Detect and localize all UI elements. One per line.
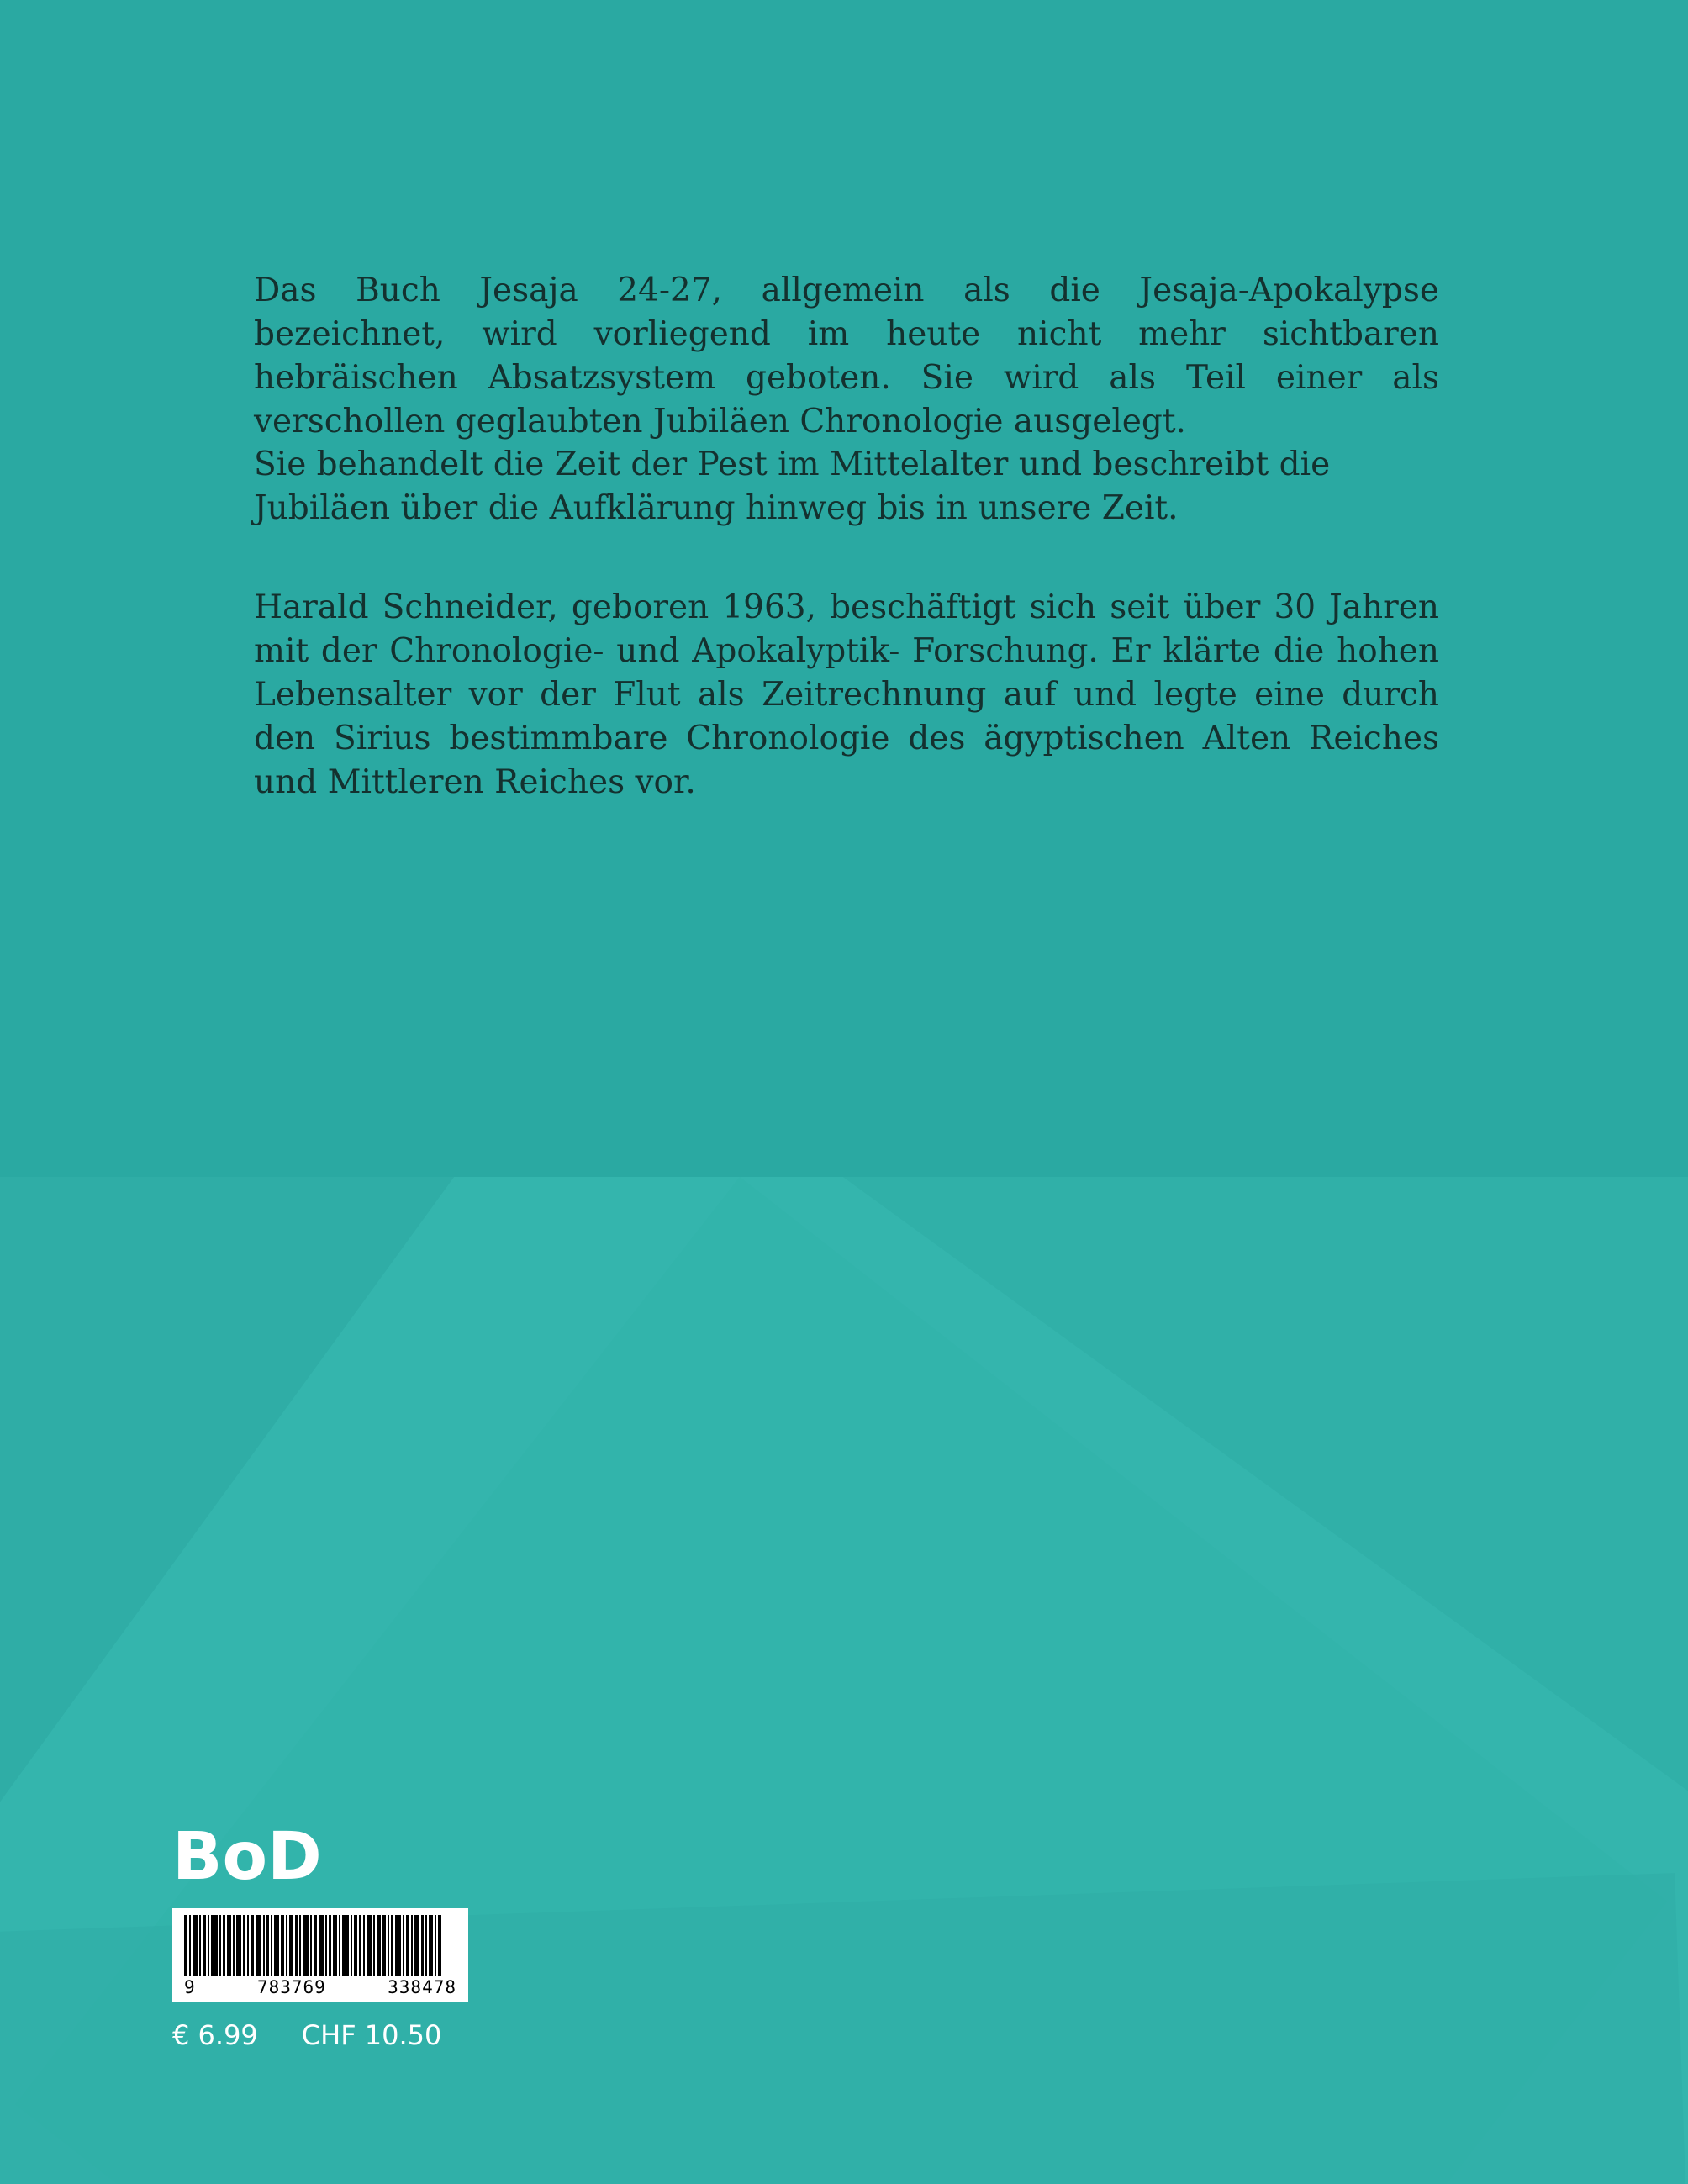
back-cover-blurb: [254, 269, 1439, 804]
publisher-block: [172, 1819, 525, 2051]
paragraph-spacer: [254, 530, 1439, 586]
barcode-bars: [184, 1915, 456, 1976]
barcode-right-group: 338478: [388, 1977, 456, 1997]
barcode-left-group: 783769: [256, 1977, 326, 1997]
price-row: [172, 2019, 525, 2051]
blurb-paragraph-2: Sie behandelt die Zeit der Pest im Mittelalter und beschreibt die Jubiläen über die Aufklärung hinweg bis in unsere Zeit.: [254, 446, 1331, 528]
price-chf: CHF 10.50: [301, 2019, 442, 2051]
blurb-paragraph-1: Das Buch Jesaja 24-27, allgemein als die Jesaja-Apokalypse bezeichnet, wird vorliegend im heute nicht mehr sichtbaren hebräischen Absatzsystem geboten. Sie wird als Teil einer als verschollen geglaubten Jubiläen Chronologie ausgelegt.: [254, 272, 1439, 440]
barcode-lead-digit: 9: [184, 1977, 196, 1997]
price-eur: € 6.99: [172, 2019, 258, 2051]
blurb-paragraph-3: Harald Schneider, geboren 1963, beschäftigt sich seit über 30 Jahren mit der Chronologie- und Apokalyptik- Forschung. Er klärte die hohen Lebensalter vor der Flut als Zeitrechnung auf und legte eine durch den Sirius bestimmbare Chronologie des ägyptischen Alten Reiches und Mittleren Reiches vor.: [254, 588, 1439, 801]
bod-publisher-logo: BoD: [172, 1819, 322, 1895]
barcode-digits: [172, 1977, 468, 1997]
isbn-barcode: [172, 1908, 468, 2002]
